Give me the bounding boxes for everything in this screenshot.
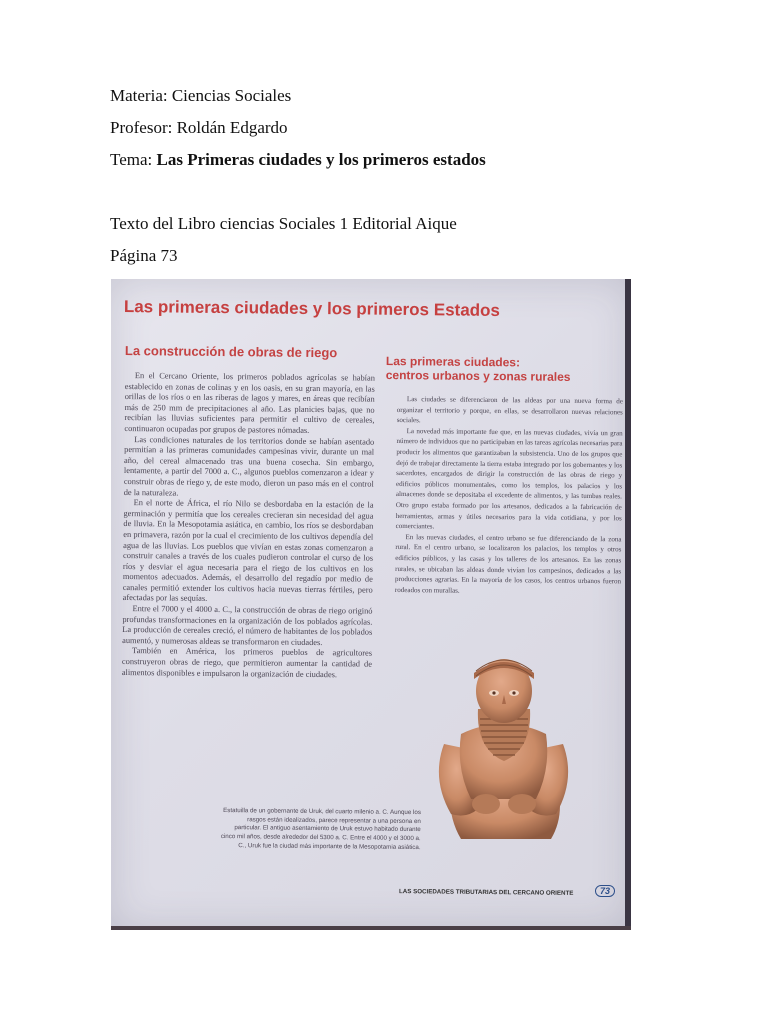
source-line: Texto del Libro ciencias Sociales 1 Editorial Aique bbox=[110, 214, 457, 233]
topic-value: Las Primeras ciudades y los primeros estados bbox=[156, 150, 486, 169]
paragraph: Entre el 7000 y el 4000 a. C., la construcción de obras de riego originó profundas transformaciones en la organización de los poblados agrícolas. La producción de cereales creció, el número de habitantes de los poblados aumentó, y numerosas aldeas se transformaron en ciudades. bbox=[122, 604, 373, 647]
scan-edge-shadow bbox=[625, 279, 631, 930]
paragraph: En las nuevas ciudades, el centro urbano se fue diferenciando de la zona rural. En el centro urbano, se localizaron los palacios, los templos y otros edificios públicos, y las casas y los talleres de los artesanos. En las zonas rurales, se ubicaban las aldeas donde vivían los campesinos, dedicados a las producciones agrarias. En la mayoría de los casos, los centros urbanos fueron rodeados con murallas. bbox=[394, 532, 622, 595]
section-right-title: Las primeras ciudades: centros urbanos y zonas rurales bbox=[385, 354, 571, 384]
image-caption: Estatuilla de un gobernante de Uruk, del cuarto milenio a. C. Aunque los rasgos están idealizados, parece representar a una persona en particular. El antiguo asentamiento de Uruk estuvo habitado durante cinco mil años, desde alrededor del 5300 a. C. Entre el 4000 y el 3000 a. C., Uruk fue la ciudad más importante de la Mesopotamia asiática. bbox=[220, 807, 421, 851]
subject-value: Ciencias Sociales bbox=[171, 86, 292, 105]
scan-title: Las primeras ciudades y los primeros Estados bbox=[123, 297, 501, 320]
subject-line: Materia: Ciencias Sociales bbox=[110, 86, 292, 105]
teacher-line: Profesor: Roldán Edgardo bbox=[110, 118, 288, 137]
right-column-text bbox=[395, 394, 623, 598]
paragraph: Las ciudades se diferenciaron de las aldeas por una nueva forma de organizar el territorio y porque, en ellas, se desarrollaron nuevas relaciones sociales. bbox=[396, 395, 623, 425]
teacher-value: Roldán Edgardo bbox=[176, 118, 288, 137]
paragraph: En el norte de África, el río Nilo se desbordaba en la estación de la germinación y permitía que los cereales crecieran sin necesidad del agua de lluvia. En la Mesopotamia asiática, en cambio, los ríos se desbordaban en primavera, razón por la cual el crecimiento de los cultivos dependía del agua de las lluvias. Los pueblos que vivían en estas zonas comenzaron a construir canales a través de los cuales pudieron controlar el curso de los ríos y desviar el agua necesaria para el riego de los cultivos en los momentos adecuados. Además, el desarrollo del regadío por medio de canales permitió extender los cultivos hacia nuevas tierras fértiles, pero afectadas por las sequías. bbox=[122, 498, 374, 604]
page-number: 73 bbox=[595, 885, 615, 897]
page-line: Página 73 bbox=[110, 246, 178, 265]
topic-line: Tema: Las Primeras ciudades y los primeros estados bbox=[110, 150, 486, 169]
paragraph: También en América, los primeros pueblos de agricultores construyeron obras de riego, que permitieron aumentar la cantidad de alimentos disponibles e impulsaron la organización de ciudades. bbox=[121, 646, 373, 679]
paragraph: La novedad más importante fue que, en las nuevas ciudades, vivía un gran número de individuos que no participaban en las tareas agrícolas necesarias para producir los alimentos que garantizaban la subsistencia. Uno de los grupos que dejó de trabajar directamente la tierra estaba integrado por los gobernantes y los sacerdotes, encargados de dirigir la construcción de las obras de riego y edificios públicos monumentales, como los templos, los palacios y los almacenes donde se depositaba el excedente de alimentos, y las tumbas reales. Otro grupo estaba formado por los artesanos, dedicados a la fabricación de herramientas, armas y útiles necesarios para la vida cotidiana, y por los comerciantes. bbox=[395, 426, 623, 531]
book-page-scan bbox=[111, 279, 631, 930]
scan-bottom-shadow bbox=[111, 926, 631, 930]
paragraph: Las condiciones naturales de los territorios donde se habían asentado permitían a las primeras comunidades campesinas vivir, durante un mal año, del cereal almacenado tras una buena cosecha. Sin embargo, lentamente, a partir del 7000 a. C., algunos pueblos comenzaron a idear y construir obras de riego y, de este modo, dieron un paso más en el control de la naturaleza. bbox=[123, 434, 375, 498]
uruk-statuette-image bbox=[416, 649, 591, 844]
paragraph: En el Cercano Oriente, los primeros poblados agrícolas se habían establecido en zonas de colinas y en los oasis, en su gran mayoría, en las orillas de los ríos o en las riberas de lagos y mares, en áreas que recibían más de 250 mm de precipitaciones al año. Las planicies bajas, que no recibían las lluvias suficientes para permitir el cultivo de cereales, continuaron ocupadas por grupos de pastores nómadas. bbox=[124, 371, 375, 435]
page-footer: LAS SOCIEDADES TRIBUTARIAS DEL CERCANO ORIENTE bbox=[398, 888, 574, 897]
left-column-text bbox=[122, 371, 375, 681]
section-left-title: La construcción de obras de riego bbox=[124, 343, 338, 361]
